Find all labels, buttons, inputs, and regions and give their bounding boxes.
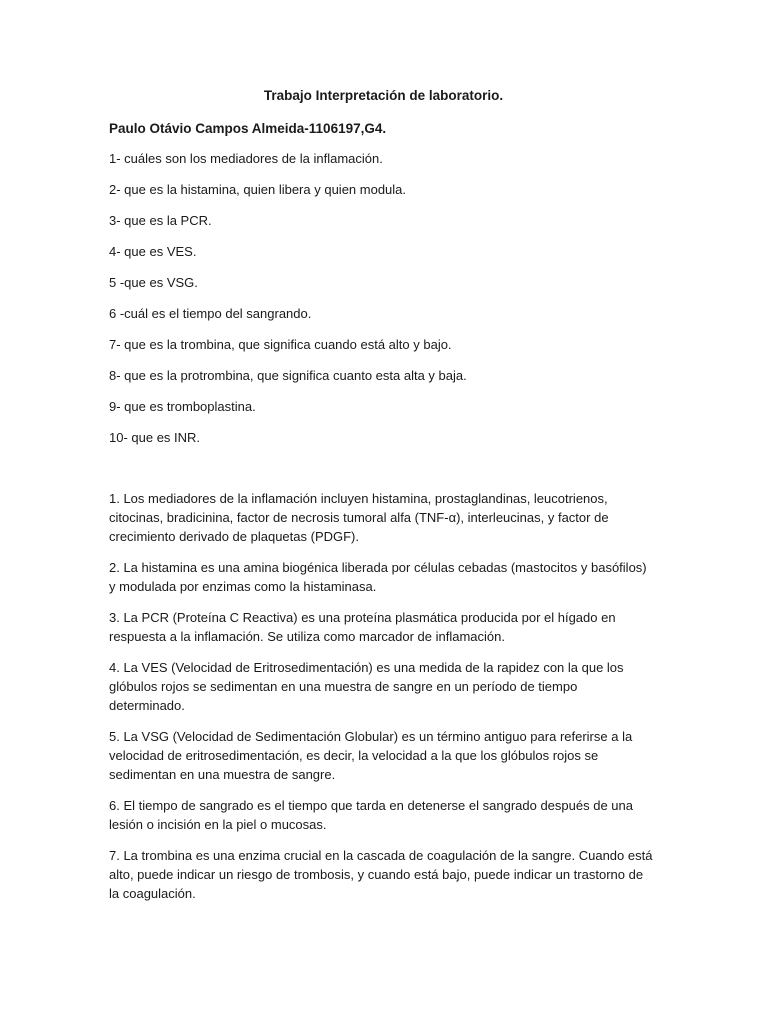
question-item: 7- que es la trombina, que significa cuando está alto y bajo. <box>109 337 452 352</box>
document-title: Trabajo Interpretación de laboratorio. <box>263 88 504 103</box>
question-item: 4- que es VES. <box>109 244 197 259</box>
answer-paragraph: 3. La PCR (Proteína C Reactiva) es una proteína plasmática producida por el hígado en respuesta a la inflamación. Se utiliza como marcador de inflamación. <box>109 610 616 644</box>
answer-paragraph: 6. El tiempo de sangrado es el tiempo que tarda en detenerse el sangrado después de una lesión o incisión en la piel o mucosas. <box>109 798 633 832</box>
question-item: 5 -que es VSG. <box>109 275 198 290</box>
question-item: 2- que es la histamina, quien libera y quien modula. <box>109 182 407 197</box>
question-item: 6 -cuál es el tiempo del sangrando. <box>109 306 312 321</box>
answer-paragraph: 5. La VSG (Velocidad de Sedimentación Globular) es un término antiguo para referirse a la velocidad de eritrosedimentación, es decir, la velocidad a la que los glóbulos rojos se sedimentan en una muestra de sangre. <box>109 729 633 782</box>
answer-paragraph: 7. La trombina es una enzima crucial en la cascada de coagulación de la sangre. Cuando está alto, puede indicar un riesgo de trombosis, y cuando está bajo, puede indicar un trastorno de la coagulación. <box>109 848 653 901</box>
answer-paragraph: 1. Los mediadores de la inflamación incluyen histamina, prostaglandinas, leucotrienos, citocinas, bradicinina, factor de necrosis tumoral alfa (TNF-α), interleucinas, y factor de crecimiento derivado de plaquetas (PDGF). <box>109 491 609 544</box>
question-item: 10- que es INR. <box>109 430 201 445</box>
answer-list <box>109 489 654 915</box>
question-item: 9- que es tromboplastina. <box>109 399 256 414</box>
author-line: Paulo Otávio Campos Almeida-1106197,G4. <box>109 121 387 136</box>
question-item: 3- que es la PCR. <box>109 213 212 228</box>
question-list <box>109 150 467 460</box>
answer-paragraph: 4. La VES (Velocidad de Eritrosedimentación) es una medida de la rapidez con la que los glóbulos rojos se sedimentan en una muestra de sangre en un período de tiempo determinado. <box>109 660 624 713</box>
answer-paragraph: 2. La histamina es una amina biogénica liberada por células cebadas (mastocitos y basófilos) y modulada por enzimas como la histaminasa. <box>109 560 647 594</box>
question-item: 1- cuáles son los mediadores de la inflamación. <box>109 151 383 166</box>
question-item: 8- que es la protrombina, que significa cuanto esta alta y baja. <box>109 368 467 383</box>
